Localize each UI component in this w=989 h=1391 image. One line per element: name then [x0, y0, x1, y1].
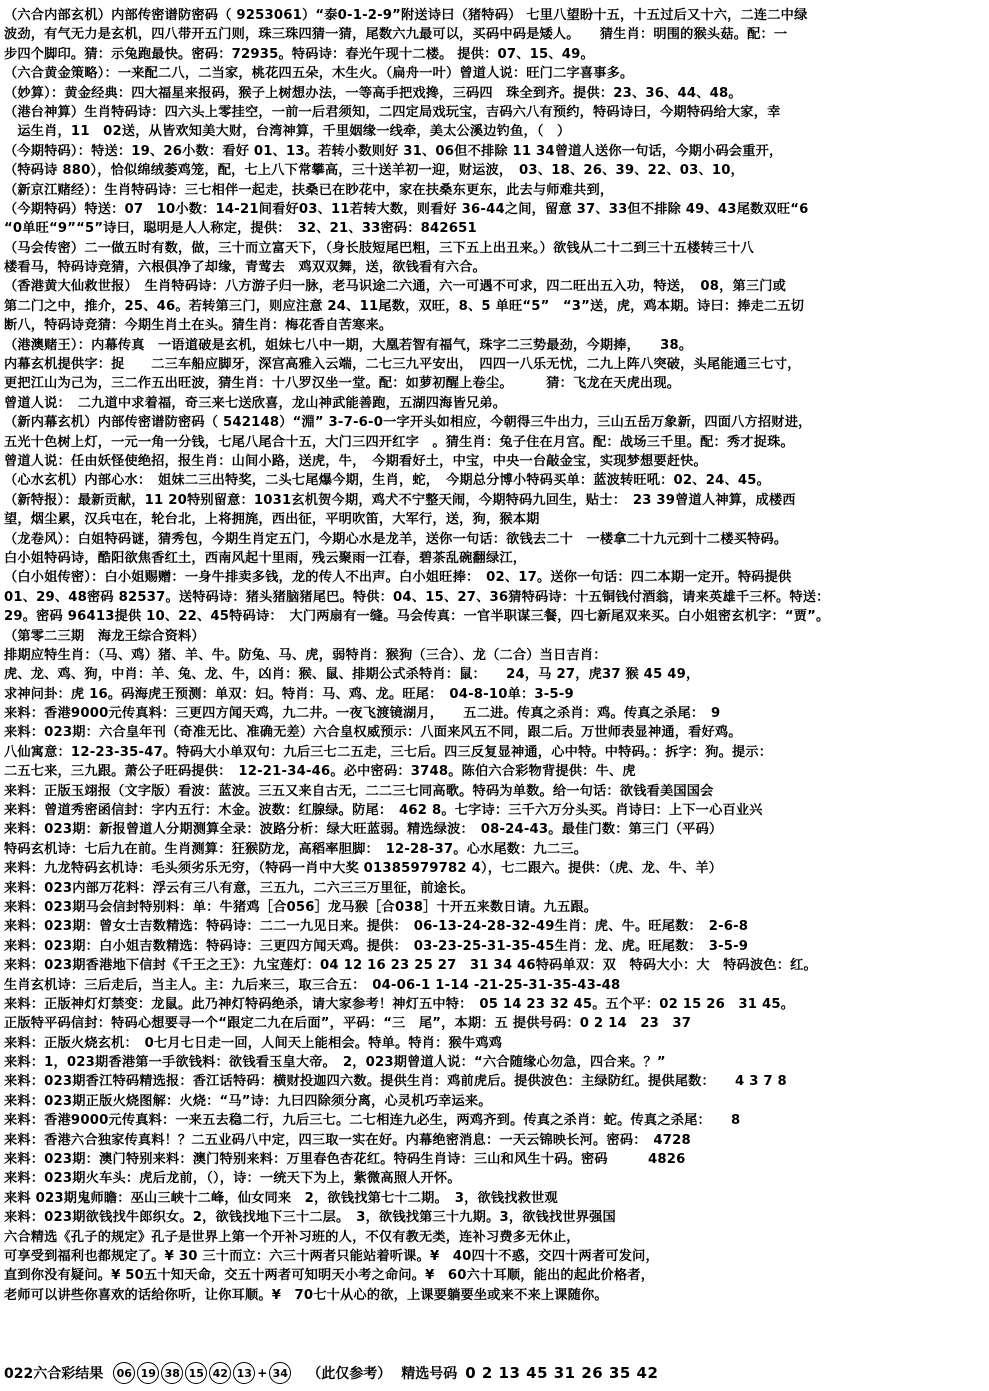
text-line: 来料：023期：曾女士吉数精选：特码诗：二二一九见日来。提供： 06-13-24-28-32-49生肖：虎、牛。旺尾数： 2-6-8 [4, 919, 749, 935]
text-line: 内幕玄机提供字：捉 二三车船应脚牙，深宫高雅入云端，二七三九平安出， 四四一八乐无忧，二九上阵八突破，头尾能通三七寸， [4, 357, 801, 373]
text-line: 来料：023期：六合皇年刊（奇准无比、准确无差）六合皇权威预示：八面来风五不同，跟二后。万世师表显神通，看好鸡。 [4, 725, 742, 741]
text-line: 来料：九龙特码玄机诗：毛头须劣乐无穷，（特码一肖中大奖 01385979782 4），七二跟六。提供：（虎、龙、牛、羊） [4, 861, 723, 877]
text-line: 来料：正版火烧玄机： 0七月七日走一回，人间天上能相会。特单。特肖：猴牛鸡鸡 [4, 1035, 503, 1051]
text-line: （第零二三期 海龙王综合资料） [4, 628, 205, 644]
text-line: 正版特平码信封：特码心想要寻一个“跟定二九在后面”，平码：“三 尾”，本期：五 提供号码：0 2 14 23 37 [4, 1016, 692, 1032]
text-line: 曾道人说：任由妖怪使绝招，报生肖：山间小路，送虎，牛， 今期看好土，中宝，中央一台敲金宝，实现梦想要赶快。 [4, 453, 707, 469]
text-line: 可享受到福利也都规定了。¥ 30 三十而立：六三十两者只能站着听课。¥ 40四十不惑，交四十两者可发问， [4, 1249, 659, 1264]
text-line: （心水玄机）内部心水： 姐妹二三出特奖，二头七尾爆今期，生肖，蛇， 今期总分博小特码买单：蓝波转旺吼：02、24、45。 [4, 473, 770, 489]
text-line: 来料：曾道秀密函信封：字内五行：木金。波数：红腺绿。防尾： 462 8。七字诗：三千六万分头买。肖诗曰：上下一心百业兴 [4, 803, 763, 819]
text-line: 楼看马，特码诗竞猜，六根俱净了却缘，青莺去 鸡双双舞，送，欲钱看有六合。 [4, 260, 486, 276]
text-line: 来料：023内部万花料：浮云有三八有意，三五九，二六三三万里征，前途长。 [4, 880, 474, 896]
text-line: 特码玄机诗：七后九在前。生肖测算：狂猴防龙，高稻率胆脚： 12-28-37。心水尾数：九二三。 [4, 841, 588, 857]
text-line: 来料：023期香江特码精选报：香江话特码：横财投迦四六数。提供生肖：鸡前虎后。提供波色：主绿防红。提供尾数： 4 3 7 8 [4, 1074, 787, 1090]
text-line: 来料：023期香港地下信封《千王之王》：九宝莲灯：04 12 16 23 25 27 31 34 46特码单双：双 特码大小：大 特码波色：红。 [4, 958, 817, 974]
text-line: 六合精选《孔子的规定》孔子是世界上第一个开补习班的人，不仅有教无类，连补习费多无休止， [4, 1229, 580, 1245]
text-line: （今期特码）：特送：19、26小数：看好 01、13。若转小数则好 31、06但不排除 11 34曾道人送你一句话，今期小码会重开， [4, 143, 783, 159]
result-ball: 19 [137, 1362, 159, 1384]
text-line: （港澳赌王）：内幕传真 一语道破是玄机，姐妹七八中一期，大凰若智有福气，珠字二三势最劲，今期捧， 38。 [4, 337, 693, 353]
result-ball: 13 [233, 1362, 255, 1384]
text-line: （六合黄金策略）：一来配二八，二当家，桃花四五朵，木生火。（扁舟一叶）曾道人说：旺门二字喜事多。 [4, 66, 634, 82]
text-line: 望，烟尘累，汉兵屯在，轮台北，上将拥旄，西出征，平明吹笛，大军行，送，狗，猴本期 [4, 512, 540, 528]
result-ball: 38 [161, 1362, 183, 1384]
text-line: （今期特码）特送：07 10小数：14-21间看好03、11若转大数，则看好 36-44之间，留意 37、33但不排除 49、43尾数双旺“6 [4, 201, 809, 217]
text-line: 老师可以讲些你喜欢的话给你听，让你耳顺。¥ 70七十从心的欲，上课要躺要坐或来不来上课随你。 [4, 1287, 608, 1303]
text-line: （特码诗 880），恰似绵绒萎鸡笼，配，七上八下常攀高，三十送羊初一迎，财运波， 03、18、26、39、22、03、10， [4, 163, 745, 179]
result-ball: 06 [113, 1362, 135, 1384]
text-line: （香港黄大仙救世报） 生肖特码诗：八方游子归一脉，老马识途二六通，六一可遇不可求，四二旺出五入功，特送， 08，第三门或 [4, 279, 787, 295]
text-line: 来料：香港9000元传真料：一来五去稳二行，九后三七。二七相连九必生，两鸡齐到。传真之杀肖：蛇。传真之杀尾： 8 [4, 1113, 741, 1129]
text-line: 八仙寓意：12-23-35-47。特码大小单双句：九后三七二五走，三七后。四三反复显神通，心中特。中特码。：拆字：狗。提示： [4, 744, 773, 760]
text-line: 更把江山为己为，三二作五出旺波，猜生肖：十八罗汉坐一堂。配：如萝初醒上卷尘。 猜：飞龙在天虎出现。 [4, 376, 681, 392]
text-line: 来料：023期正版火烧图解：火烧：“马”诗：九曰四除须分离，心灵机巧幸运来。 [4, 1093, 492, 1109]
text-line: 来料：023期：白小姐吉数精选：特码诗：三更四方闻天鸡。提供： 03-23-25-31-35-45生肖：龙、虎。旺尾数： 3-5-9 [4, 938, 749, 954]
plus-sign: + [257, 1366, 268, 1380]
text-line: 来料：正版神灯灯禁变：龙鼠。此乃神灯特码绝杀，请大家参考！神灯五中特： 05 14 23 32 45。五个平：02 15 26 31 45。 [4, 996, 795, 1012]
text-line: 来料：1，023期香港第一手欲钱料：欲钱看玉皇大帝。 2，023期曾道人说：“六合随缘心勿急，四合来。？” [4, 1055, 666, 1071]
text-line: 运生肖，11 02送，从皆欢知美大财，台湾神算，千里姻缘一线牵，美太公溪边钓鱼，（ ） [4, 124, 571, 140]
text-line: （妙算）：黄金经典：四大福星来报码，猴子上树想办法，一等高手把戏搀，三码四 珠全到齐。提供：23、36、44、48。 [4, 85, 742, 101]
text-line: 断八，特码诗竞猜：今期生肖土在头。猜生肖：梅花香自苦寒来。 [4, 318, 393, 334]
text-line: 来料：香港9000元传真料：三更四方闻天鸡，九二井。一夜飞渡镜湖月， 五二进。传真之杀肖：鸡。传真之杀尾： 9 [4, 706, 721, 722]
text-line: 生肖玄机诗：三后走后，当主人。主：九后来三，取三合五： 04-06-1 1-14 -21-25-31-35-43-48 [4, 977, 621, 993]
text-line: 白小姐特码诗，酷阳欲焦香红土，西南风起十里雨，残云聚雨一江春，碧茶乱碗翻绿江， [4, 550, 527, 566]
text-line: 来料：香港六合独家传真料！？二五业码八中定，四三取一实在好。内幕绝密消息：一天云锦映长河。密码： 4728 [4, 1132, 691, 1148]
text-line: 波劲，有气无力是玄机，四八带开五门则，珠三珠四猜一猜，尾数六九最可以，买码中码是矮人。 猜生肖：明围的猴头菇。配：一 [4, 27, 788, 43]
text-line: 来料：023期：新报曾道人分期测算全录：波路分析：绿大旺蓝弱。精选绿波： 08-24-43。最佳门数：第三门（平码） [4, 822, 723, 838]
text-line: 第二门之中，推介，25、46。若转第三门，则应注意 24、11尾数，双旺，8、5 单旺“5” “3”送，虎，鸡本期。诗曰：捧走二五切 [4, 298, 805, 314]
text-line: 虎、龙、鸡、狗，中肖：羊、兔、龙、牛，凶肖：猴、鼠、排期公式杀特肖：鼠： 24，马 27，虎37 猴 45 49， [4, 667, 700, 683]
text-line: 29。密码 96413提供 10、22、45特码诗： 大门两扇有一缝。马会传真：一官半职谋三餐，四七新尾双来买。白小姐密玄机字：“贾”。 [4, 609, 830, 625]
selected-numbers: 0 2 13 45 31 26 35 42 [465, 1364, 659, 1382]
result-ball: 34 [269, 1362, 291, 1384]
text-line: 求神问卦：虎 16。码海虎王预测：单双：妇。特肖：马、鸡、龙。旺尾： 04-8-10单：3-5-9 [4, 686, 574, 702]
reference-note: （此仅参考） [307, 1366, 392, 1382]
text-line: （新内幕玄机）内部传密谱防密码（ 542148）“淵” 3-7-6-0一字开头如相应，今朝得三牛出力，三山五岳万象新，四面八方招财进， [4, 415, 812, 431]
text-line: 来料：正版玉翊报（文字版）看波：蓝波。三五又来自古无，二二三七同高歌。特码为单数。给一句话：欲钱看美国国会 [4, 783, 714, 799]
text-line: （龙卷风）：白姐特码谜，猜秀包，今期生肖定五门，今期心水是龙羊，送你一句话：欲钱去二十 一楼拿二十九元到十二楼买特码。 [4, 531, 788, 547]
text-line: 五光十色树上灯，一元一角一分钱，七尾八尾合十五，大门三四开红字 。猜生肖：兔子住在月宫。配：战场三千里。配：秀才捉珠。 [4, 434, 794, 450]
text-line: 来料：023期：澳门特别来料：澳门特别来料：万里春色杏花红。特码生肖诗：三山和风生十码。密码 4826 [4, 1152, 686, 1168]
text-line: 二五七来，三九跟。萧公子旺码提供： 12-21-34-46。必中密码：3748。陈伯六合彩物背提供：牛、虎 [4, 764, 636, 780]
text-line: 来料：023期马会信封特别料：单：牛猪鸡［合056］龙马猴［合038］十开五来数日请。九五跟。 [4, 899, 598, 915]
text-line: （港台神算）生肖特码诗：四六头上零挂空，一前一后君须知，二四定局戏玩宝，吉码六八有预约，特码诗曰，今期特码给大家，幸 [4, 104, 781, 120]
text-line: 来料：023期火车头：虎后龙前，（），诗：一统天下为上，紫微高照人开怀。 [4, 1171, 461, 1187]
text-line: 排期应特生肖：（马、鸡）猪、羊、牛。防兔、马、虎，弱特肖：猴狗（三合）、龙（二合）当日吉肖： [4, 647, 607, 663]
result-footer [4, 1359, 985, 1387]
text-line: （六合内部玄机）内部传密谱防密码（ 9253061）“泰0-1-2-9”附送诗曰（猪特码） 七里八望盼十五，十五过后又十六，二连二中绿 [4, 8, 808, 23]
text-line: （新京江赌经）：生肖特码诗：三七相伴一起走，扶桑已在眇花中，家在扶桑东更东，此去与师难共到， [4, 182, 614, 198]
text-line: 直到你没有疑问。¥ 50五十知天命，交五十两者可知明天小考之命问。¥ 60六十耳顺，能出的起此价格者， [4, 1268, 655, 1284]
result-ball: 15 [185, 1362, 207, 1384]
text-line: 01、29、48密码 82537。送特码诗：猪头猪脑猪尾巴。特供：04、15、27、36猜特码诗：十五铜钱付酒翁，请来英雄千三杯。特送： [4, 589, 830, 605]
selected-numbers-label: 精选号码 [401, 1366, 458, 1382]
text-line: “0单旺“9”“5”诗曰，聪明是人人称定，提供： 32、21、33密码：842651 [4, 221, 477, 237]
text-line: （马会传密）二一做五时有数，做，三十而立富天下，（身长肢短尾巴粗，三下五上出丑来。）欲钱从二十二到三十五楼转三十八 [4, 240, 754, 256]
result-ball: 42 [209, 1362, 231, 1384]
text-line: （新特报）：最新贡献，11 20特别留意：1031玄机贺今期，鸡犬不宁整天闹，今期特码九回生，贴士： 23 39曾道人神算，成楼西 [4, 492, 796, 508]
text-line: （白小姐传密）：白小姐赐赠：一身牛排卖多钱，龙的传人不出声。白小姐旺捧： 02、17。送你一句话：四二本期一定开。特码提供 [4, 570, 792, 586]
result-label: 022六合彩结果 [4, 1366, 104, 1382]
document-body [4, 6, 985, 1388]
result-balls [113, 1362, 291, 1384]
text-line: 来料：023期欲钱找牛郎织女。2，欲钱找地下三十二层。 3，欲钱找第三十九期。3，欲钱找世界强国 [4, 1210, 616, 1226]
text-line: 来料 023期鬼师瞻：巫山三峡十二峰，仙女同来 2，欲钱找第七十二期。 3，欲钱找救世观 [4, 1190, 558, 1206]
text-line: 曾道人说： 二九道中求着福，奇三来七送欣喜，龙山神武能善跑，五湖四海皆兄弟。 [4, 395, 507, 411]
text-line: 步四个脚印。猜：示兔跑最快。密码：72935。特码诗：春光午现十二楼。 提供：07、15、49。 [4, 46, 594, 62]
